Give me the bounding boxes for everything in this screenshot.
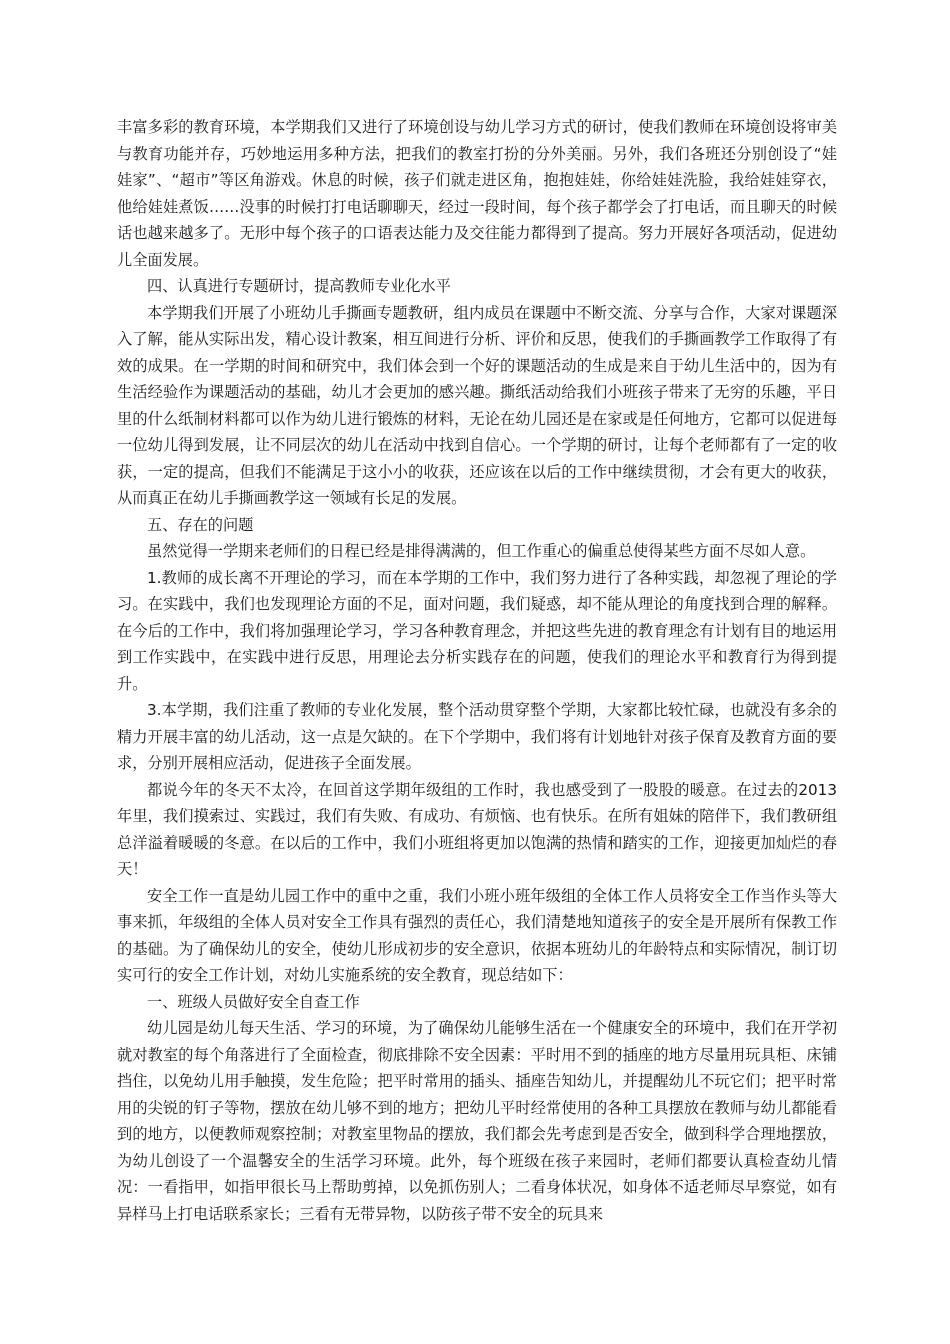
paragraph-safety-check: 幼儿园是幼儿每天生活、学习的环境，为了确保幼儿能够生活在一个健康安全的环境中，我们在开学初就对教室的每个角落进行了全面检查，彻底排除不安全因素：平时用不到的插座的地方尽量用玩具柜、床铺挡住，以免幼儿用手触摸，发生危险；把平时常用的插头、插座告知幼儿，并提醒幼儿不玩它们；把平时常用的尖锐的钉子等物，摆放在幼儿够不到的地方；把幼儿平时经常使用的各种工具摆放在教师与幼儿都能看到的地方，以便教师观察控制；对教室里物品的摆放，我们都会先考虑到是否安全，做到科学合理地摆放，为幼儿创设了一个温馨安全的生活学习环境。此外，每个班级在孩子来园时，老师们都要认真检查幼儿情况：一看指甲，如指甲很长马上帮助剪掉，以免抓伤别人；二看身体状况，如身体不适老师尽早察觉，如有异样马上打电话联系家长；三看有无带异物，以防孩子带不安全的玩具来 bbox=[117, 1019, 837, 1223]
paragraph-environment: 丰富多彩的教育环境，本学期我们又进行了环境创设与幼儿学习方式的研讨，使我们教师在环境创设将审美与教育功能并存，巧妙地运用多种方法，把我们的教室打扮的分外美丽。另外，我们各班还分别创设了“娃娃家”、“超市”等区角游戏。休息的时候，孩子们就走进区角，抱抱娃娃，你给娃娃洗脸，我给娃娃穿衣，他给娃娃煮饭……没事的时候打打电话聊聊天，经过一段时间，每个孩子都学会了打电话，而且聊天的时候话也越来越多了。无形中每个孩子的口语表达能力及交往能力都得到了提高。努力开展好各项活动，促进幼儿全面发展。 bbox=[117, 118, 837, 269]
paragraph-winter: 都说今年的冬天不太冷，在回首这学期年级组的工作时，我也感受到了一股股的暖意。在过去的2013年里，我们摸索过、实践过，我们有失败、有成功、有烦恼、也有快乐。在所有姐妹的陪伴下，我们教研组总洋溢着暖暖的冬意。在以后的工作中，我们小班组将更加以饱满的热情和踏实的工作，迎接更加灿烂的春天！ bbox=[117, 780, 837, 878]
section-heading-research: 四、认真进行专题研讨，提高教师专业化水平 bbox=[147, 277, 451, 295]
section-heading-safety-check: 一、班级人员做好安全自查工作 bbox=[147, 992, 360, 1011]
paragraph-safety-intro: 安全工作一直是幼儿园工作中的重中之重，我们小班小班年级组的全体工作人员将安全工作当作头等大事来抓，年级组的全体人员对安全工作具有强烈的责任心，我们清楚地知道孩子的安全是开展所有保教工作的基础。为了确保幼儿的安全，使幼儿形成初步的安全意识，依据本班幼儿的年龄特点和实际情况，制订切实可行的安全工作计划，对幼儿实施系统的安全教育，现总结如下： bbox=[117, 886, 837, 984]
paragraph-problem-1: 1.教师的成长离不开理论的学习，而在本学期的工作中，我们努力进行了各种实践，却忽视了理论的学习。在实践中，我们也发现理论方面的不足，面对问题，我们疑惑，却不能从理论的角度找到合理的解释。在今后的工作中，我们将加强理论学习，学习各种教育理念，并把这些先进的教育理念有计划有目的地运用到工作实践中，在实践中进行反思，用理论去分析实践存在的问题，使我们的理论水平和教育行为得到提升。 bbox=[117, 568, 837, 693]
paragraph-problems-intro: 虽然觉得一学期来老师们的日程已经是排得满满的，但工作重心的偏重总使得某些方面不尽如人意。 bbox=[147, 542, 816, 560]
section-heading-problems: 五、存在的问题 bbox=[147, 515, 254, 534]
document-body bbox=[117, 114, 837, 1227]
paragraph-research: 本学期我们开展了小班幼儿手撕画专题教研，组内成员在课题中不断交流、分享与合作，大家对课题深入了解，能从实际出发，精心设计教案，相互间进行分析、评价和反思，使我们的手撕画教学工作取得了有效的成果。在一学期的时间和研究中，我们体会到一个好的课题活动的生成是来自于幼儿生活中的，因为有生活经验作为课题活动的基础，幼儿才会更加的感兴趣。撕纸活动给我们小班孩子带来了无穷的乐趣，平日里的什么纸制材料都可以作为幼儿进行锻炼的材料，无论在幼儿园还是在家或是任何地方，它都可以促进每一位幼儿得到发展，让不同层次的幼儿在活动中找到自信心。一个学期的研讨，让每个老师都有了一定的收获，一定的提高，但我们不能满足于这小小的收获，还应该在以后的工作中继续贯彻，才会有更大的收获，从而真正在幼儿手撕画教学这一领域有长足的发展。 bbox=[117, 303, 837, 507]
paragraph-problem-3: 3.本学期，我们注重了教师的专业化发展，整个活动贯穿整个学期，大家都比较忙碌，也就没有多余的精力开展丰富的幼儿活动，这一点是欠缺的。在下个学期中，我们将有计划地针对孩子保育及教育方面的要求，分别开展相应活动，促进孩子全面发展。 bbox=[117, 701, 837, 772]
